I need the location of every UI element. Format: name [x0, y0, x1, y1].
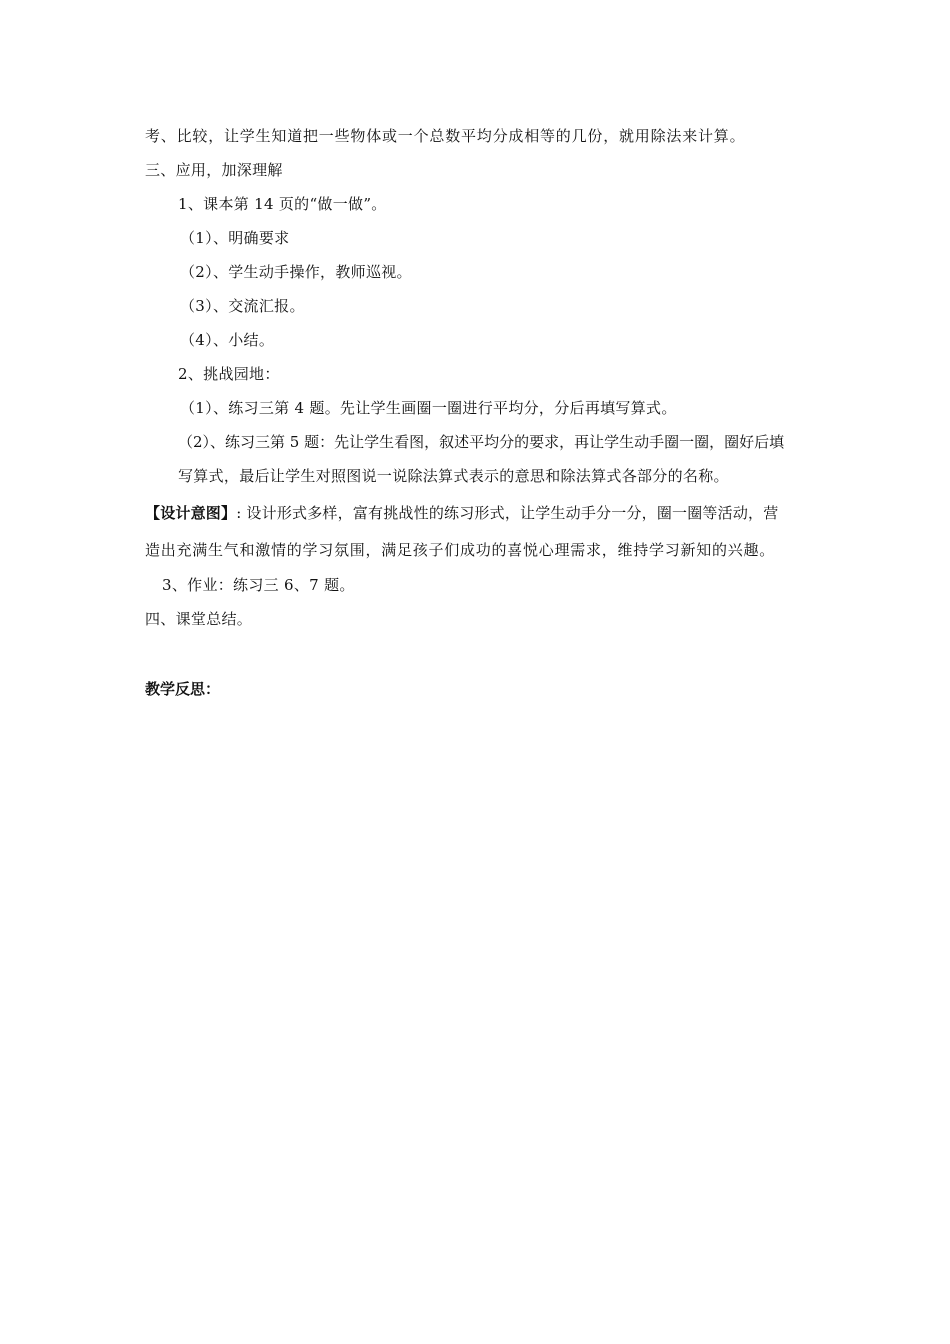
design-intent-label: 【设计意图】 [145, 504, 237, 522]
paragraph-line: 写算式，最后让学生对照图说一说除法算式表示的意思和除法算式各部分的名称。 [178, 467, 729, 485]
list-item: 1、课本第 14 页的“做一做”。 [178, 195, 387, 213]
paragraph-line: 考、比较，让学生知道把一些物体或一个总数平均分成相等的几份，就用除法来计算。 [145, 127, 746, 145]
list-item: 2、挑战园地： [178, 365, 280, 383]
list-item: （4）、小结。 [180, 331, 275, 349]
list-item: （3）、交流汇报。 [180, 297, 305, 315]
design-intent-line [145, 503, 778, 523]
list-item: （1）、明确要求 [180, 229, 290, 247]
section-heading-application: 三、应用，加深理解 [145, 161, 283, 179]
list-item: （2）、学生动手操作，教师巡视。 [180, 263, 412, 281]
homework-line: 3、作业：练习三 6、7 题。 [162, 576, 355, 594]
section-heading-summary: 四、课堂总结。 [145, 610, 253, 628]
list-item: （1）、练习三第 4 题。先让学生画圈一圈进行平均分，分后再填写算式。 [180, 399, 677, 417]
design-intent-text: : 设计形式多样，富有挑战性的练习形式，让学生动手分一分，圈一圈等活动，营 [236, 504, 779, 522]
list-item: （2）、练习三第 5 题：先让学生看图，叙述平均分的要求，再让学生动手圈一圈，圈好后填 [178, 433, 785, 451]
reflection-heading: 教学反思： [145, 680, 221, 698]
design-intent-line: 造出充满生气和激情的学习氛围，满足孩子们成功的喜悦心理需求，维持学习新知的兴趣。 [145, 541, 776, 559]
